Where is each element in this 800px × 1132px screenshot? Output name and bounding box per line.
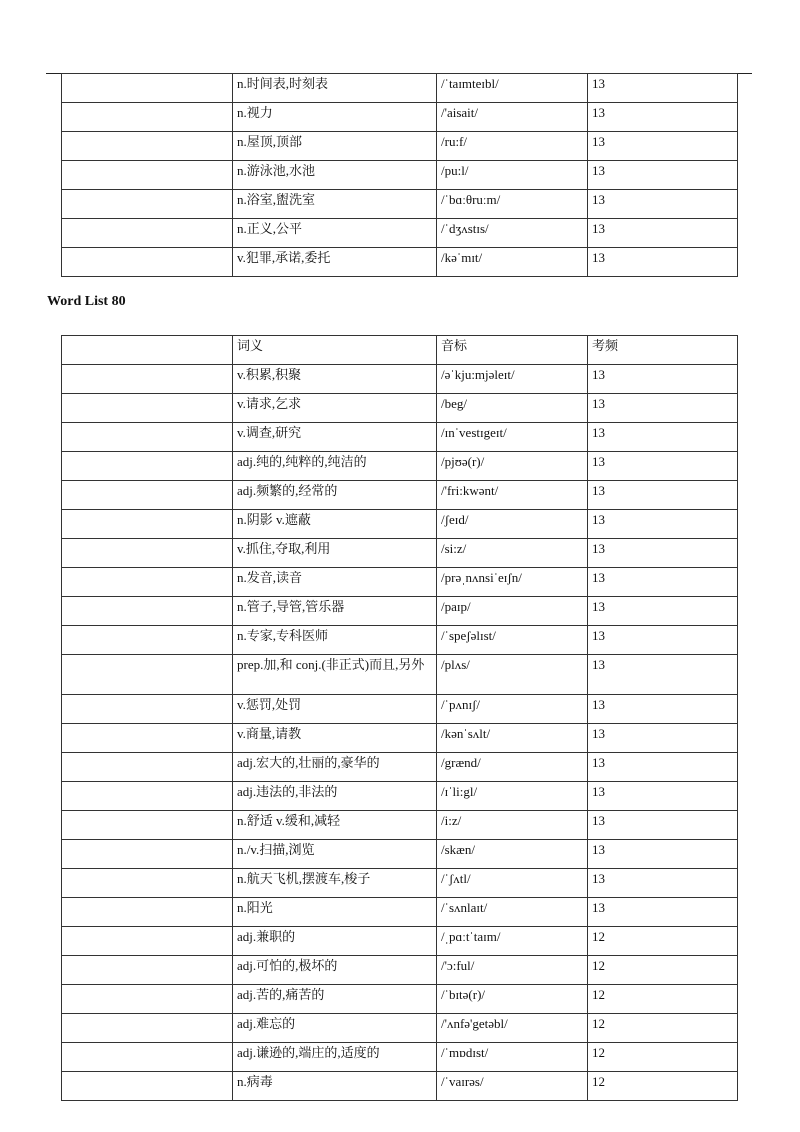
meaning-cell: n.专家,专科医师 (233, 626, 437, 655)
frequency-cell: 13 (588, 840, 738, 869)
frequency-cell: 13 (588, 132, 738, 161)
table-row (62, 539, 738, 568)
table-row (62, 695, 738, 724)
phonetic-cell: /ʃeɪd/ (437, 510, 588, 539)
meaning-cell: v.商量,请教 (233, 724, 437, 753)
phonetic-cell: /si:z/ (437, 539, 588, 568)
word-cell (62, 190, 233, 219)
word-cell (62, 132, 233, 161)
meaning-cell: v.惩罚,处罚 (233, 695, 437, 724)
table-row (62, 840, 738, 869)
table-row (62, 248, 738, 277)
frequency-cell: 12 (588, 1014, 738, 1043)
word-list-table (61, 335, 738, 1101)
word-cell (62, 927, 233, 956)
word-cell (62, 695, 233, 724)
table-row (62, 1043, 738, 1072)
table-row (62, 219, 738, 248)
phonetic-cell: /grænd/ (437, 753, 588, 782)
meaning-cell: n.正义,公平 (233, 219, 437, 248)
word-cell (62, 365, 233, 394)
meaning-cell: adj.违法的,非法的 (233, 782, 437, 811)
word-cell (62, 811, 233, 840)
phonetic-cell: /i:z/ (437, 811, 588, 840)
header-phonetic: 音标 (437, 336, 588, 365)
meaning-cell: n.发音,读音 (233, 568, 437, 597)
table-row (62, 956, 738, 985)
meaning-cell: v.抓住,夺取,利用 (233, 539, 437, 568)
meaning-cell: n.游泳池,水池 (233, 161, 437, 190)
phonetic-cell: /ˌpɑːtˈtaɪm/ (437, 927, 588, 956)
word-cell (62, 539, 233, 568)
word-list-table-body (62, 336, 738, 1101)
phonetic-cell: /ˈʃʌtl/ (437, 869, 588, 898)
word-cell (62, 724, 233, 753)
table-row (62, 161, 738, 190)
phonetic-cell: /'ɔ:ful/ (437, 956, 588, 985)
frequency-cell: 13 (588, 655, 738, 695)
phonetic-cell: /beg/ (437, 394, 588, 423)
frequency-cell: 13 (588, 452, 738, 481)
frequency-cell: 13 (588, 539, 738, 568)
phonetic-cell: /əˈkju:mjəleɪt/ (437, 365, 588, 394)
meaning-cell: n.阴影 v.遮蔽 (233, 510, 437, 539)
phonetic-cell: /paɪp/ (437, 597, 588, 626)
phonetic-cell: /ˈmɒdɪst/ (437, 1043, 588, 1072)
header-word (62, 336, 233, 365)
word-cell (62, 103, 233, 132)
table-row (62, 394, 738, 423)
phonetic-cell: /'ʌnfə'getəbl/ (437, 1014, 588, 1043)
table-row (62, 597, 738, 626)
word-cell (62, 481, 233, 510)
meaning-cell: prep.加,和 conj.(非正式)而且,另外 (233, 655, 437, 695)
frequency-cell: 13 (588, 103, 738, 132)
word-cell (62, 1043, 233, 1072)
word-cell (62, 782, 233, 811)
phonetic-cell: /ɪnˈvestɪgeɪt/ (437, 423, 588, 452)
phonetic-cell: /ˈvaɪrəs/ (437, 1072, 588, 1101)
phonetic-cell: /ˈbɑːθruːm/ (437, 190, 588, 219)
frequency-cell: 13 (588, 190, 738, 219)
meaning-cell: adj.宏大的,壮丽的,豪华的 (233, 753, 437, 782)
word-cell (62, 1014, 233, 1043)
table-row (62, 753, 738, 782)
previous-word-table (61, 73, 738, 277)
word-cell (62, 219, 233, 248)
meaning-cell: n.航天飞机,摆渡车,梭子 (233, 869, 437, 898)
meaning-cell: n./v.扫描,浏览 (233, 840, 437, 869)
meaning-cell: n.舒适 v.缓和,减轻 (233, 811, 437, 840)
word-cell (62, 452, 233, 481)
phonetic-cell: /'aisait/ (437, 103, 588, 132)
frequency-cell: 13 (588, 161, 738, 190)
frequency-cell: 12 (588, 956, 738, 985)
meaning-cell: v.积累,积聚 (233, 365, 437, 394)
word-cell (62, 394, 233, 423)
meaning-cell: adj.兼职的 (233, 927, 437, 956)
phonetic-cell: /skæn/ (437, 840, 588, 869)
frequency-cell: 12 (588, 1072, 738, 1101)
phonetic-cell: /ˈspeʃəlɪst/ (437, 626, 588, 655)
frequency-cell: 13 (588, 481, 738, 510)
word-cell (62, 510, 233, 539)
word-cell (62, 869, 233, 898)
frequency-cell: 13 (588, 510, 738, 539)
phonetic-cell: /ˈdʒʌstɪs/ (437, 219, 588, 248)
meaning-cell: v.犯罪,承诺,委托 (233, 248, 437, 277)
phonetic-cell: /ɪˈli:gl/ (437, 782, 588, 811)
phonetic-cell: /ru:f/ (437, 132, 588, 161)
phonetic-cell: /pjʊə(r)/ (437, 452, 588, 481)
table-row (62, 132, 738, 161)
frequency-cell: 13 (588, 597, 738, 626)
header-frequency: 考频 (588, 336, 738, 365)
word-cell (62, 74, 233, 103)
table-row (62, 1072, 738, 1101)
frequency-cell: 13 (588, 898, 738, 927)
table-row (62, 626, 738, 655)
word-cell (62, 248, 233, 277)
word-cell (62, 568, 233, 597)
word-cell (62, 1072, 233, 1101)
meaning-cell: n.阳光 (233, 898, 437, 927)
word-cell (62, 753, 233, 782)
phonetic-cell: /ˈbɪtə(r)/ (437, 985, 588, 1014)
phonetic-cell: /ˈtaɪmteɪbl/ (437, 74, 588, 103)
frequency-cell: 13 (588, 394, 738, 423)
word-cell (62, 655, 233, 695)
header-meaning: 词义 (233, 336, 437, 365)
frequency-cell: 12 (588, 1043, 738, 1072)
meaning-cell: adj.难忘的 (233, 1014, 437, 1043)
frequency-cell: 13 (588, 365, 738, 394)
frequency-cell: 13 (588, 782, 738, 811)
table-row (62, 898, 738, 927)
word-cell (62, 597, 233, 626)
frequency-cell: 13 (588, 626, 738, 655)
table-row (62, 103, 738, 132)
frequency-cell: 13 (588, 811, 738, 840)
phonetic-cell: /kənˈsʌlt/ (437, 724, 588, 753)
table-row (62, 568, 738, 597)
phonetic-cell: /kəˈmɪt/ (437, 248, 588, 277)
table-row (62, 1014, 738, 1043)
frequency-cell: 13 (588, 219, 738, 248)
table-row (62, 190, 738, 219)
meaning-cell: adj.可怕的,极坏的 (233, 956, 437, 985)
table-row (62, 365, 738, 394)
meaning-cell: n.屋顶,顶部 (233, 132, 437, 161)
frequency-cell: 13 (588, 869, 738, 898)
meaning-cell: n.病毒 (233, 1072, 437, 1101)
table-row (62, 985, 738, 1014)
meaning-cell: adj.苦的,痛苦的 (233, 985, 437, 1014)
table-row (62, 481, 738, 510)
table-row (62, 423, 738, 452)
phonetic-cell: /ˈpʌnɪʃ/ (437, 695, 588, 724)
section-title: Word List 80 (47, 294, 126, 309)
word-cell (62, 840, 233, 869)
phonetic-cell: /plʌs/ (437, 655, 588, 695)
word-cell (62, 985, 233, 1014)
phonetic-cell: /pu:l/ (437, 161, 588, 190)
frequency-cell: 13 (588, 74, 738, 103)
word-cell (62, 956, 233, 985)
word-cell (62, 626, 233, 655)
frequency-cell: 13 (588, 724, 738, 753)
frequency-cell: 13 (588, 248, 738, 277)
table-row (62, 869, 738, 898)
table-row (62, 927, 738, 956)
table-row (62, 452, 738, 481)
phonetic-cell: /prəˌnʌnsiˈeɪʃn/ (437, 568, 588, 597)
table-row (62, 782, 738, 811)
previous-word-table-body (62, 74, 738, 277)
phonetic-cell: /ˈsʌnlaɪt/ (437, 898, 588, 927)
frequency-cell: 13 (588, 423, 738, 452)
meaning-cell: adj.谦逊的,端庄的,适度的 (233, 1043, 437, 1072)
table-row (62, 724, 738, 753)
frequency-cell: 12 (588, 927, 738, 956)
frequency-cell: 13 (588, 695, 738, 724)
word-cell (62, 423, 233, 452)
frequency-cell: 12 (588, 985, 738, 1014)
frequency-cell: 13 (588, 753, 738, 782)
meaning-cell: adj.纯的,纯粹的,纯洁的 (233, 452, 437, 481)
word-cell (62, 161, 233, 190)
word-cell (62, 898, 233, 927)
table-row (62, 655, 738, 695)
table-header-row (62, 336, 738, 365)
phonetic-cell: /'fri:kwənt/ (437, 481, 588, 510)
meaning-cell: adj.频繁的,经常的 (233, 481, 437, 510)
table-row (62, 510, 738, 539)
meaning-cell: v.请求,乞求 (233, 394, 437, 423)
meaning-cell: n.视力 (233, 103, 437, 132)
frequency-cell: 13 (588, 568, 738, 597)
table-row (62, 74, 738, 103)
meaning-cell: n.浴室,盥洗室 (233, 190, 437, 219)
meaning-cell: v.调查,研究 (233, 423, 437, 452)
meaning-cell: n.时间表,时刻表 (233, 74, 437, 103)
meaning-cell: n.管子,导管,管乐器 (233, 597, 437, 626)
table-row (62, 811, 738, 840)
